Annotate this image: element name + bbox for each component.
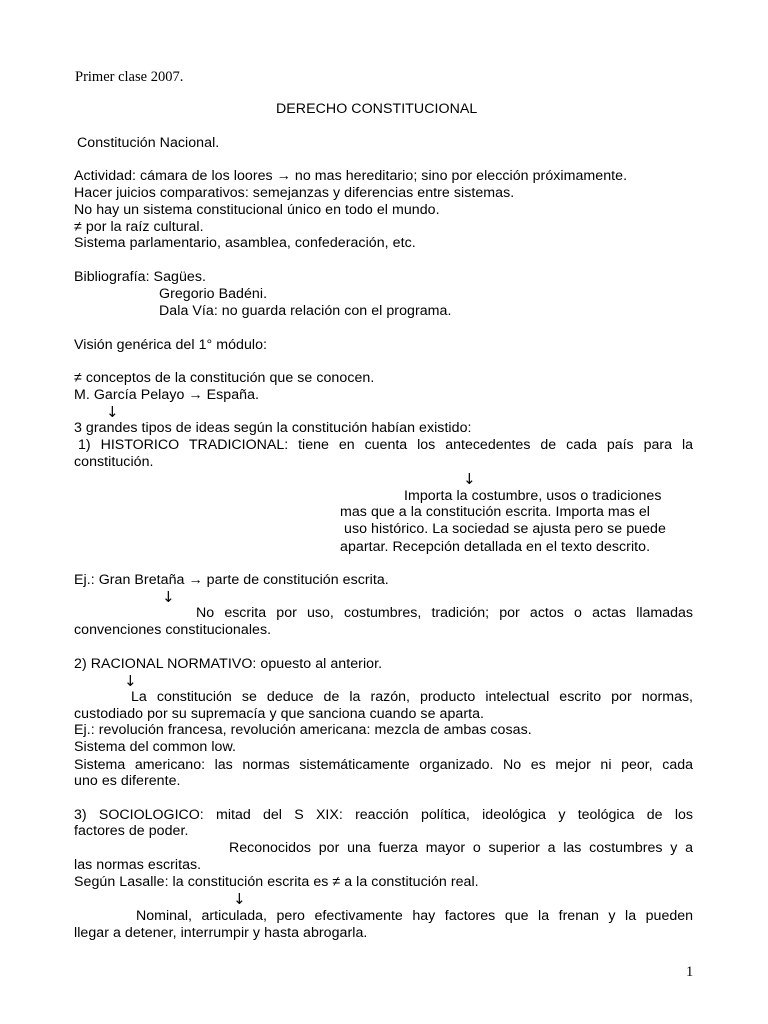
down-arrow-icon: ↓ bbox=[106, 403, 119, 421]
down-arrow-icon: ↓ bbox=[162, 588, 175, 606]
text-line: La constitución se deduce de la razón, producto intelectual escrito por normas, bbox=[131, 689, 693, 705]
text-line: Ej.: Gran Bretaña → parte de constitución escrita. bbox=[74, 572, 389, 588]
text-line: Nominal, articulada, pero efectivamente hay factores que la frenan y la pueden bbox=[136, 908, 693, 924]
text-line: Sistema del common low. bbox=[74, 739, 237, 755]
text-line: No hay un sistema constitucional único en todo el mundo. bbox=[74, 202, 440, 218]
section-heading: 3) SOCIOLOGICO: mitad del S XIX: reacción política, ideológica y teológica de los bbox=[74, 807, 693, 823]
text-line: Hacer juicios comparativos: semejanzas y diferencias entre sistemas. bbox=[74, 185, 515, 201]
text-line: Ej.: revolución francesa, revolución americana: mezcla de ambas cosas. bbox=[74, 722, 532, 738]
text-line: 3 grandes tipos de ideas según la constitución habían existido: bbox=[74, 420, 472, 436]
text-line: factores de poder. bbox=[74, 823, 189, 839]
page-title: DERECHO CONSTITUCIONAL bbox=[276, 101, 478, 117]
down-arrow-icon: ↓ bbox=[233, 890, 246, 908]
down-arrow-icon: ↓ bbox=[124, 672, 137, 690]
text-line: constitución. bbox=[74, 454, 154, 470]
text-line: ≠ por la raíz cultural. bbox=[74, 219, 204, 235]
text-line: Reconocidos por una fuerza mayor o superior a las costumbres y a bbox=[229, 840, 693, 856]
text-line: M. García Pelayo → España. bbox=[74, 387, 260, 403]
text-line: Según Lasalle: la constitución escrita es ≠ a la constitución real. bbox=[74, 874, 479, 890]
text-line: custodiado por su supremacía y que sanciona cuando se aparta. bbox=[74, 706, 485, 722]
down-arrow-icon: ↓ bbox=[463, 470, 476, 488]
note-line: mas que a la constitución escrita. Importa mas el bbox=[340, 504, 650, 520]
bibliography-item: Gregorio Badéni. bbox=[159, 286, 268, 302]
text-line: uno es diferente. bbox=[74, 773, 181, 789]
text-line: Visión genérica del 1° módulo: bbox=[74, 337, 268, 353]
note-line: apartar. Recepción detallada en el texto descrito. bbox=[340, 539, 651, 555]
text-line: ≠ conceptos de la constitución que se conocen. bbox=[74, 370, 375, 386]
header-text: Primer clase 2007. bbox=[75, 69, 184, 85]
text-line: 1) HISTORICO TRADICIONAL: tiene en cuenta los antecedentes de cada país para la bbox=[78, 437, 693, 453]
text-line: llegar a detener, interrumpir y hasta abrogarla. bbox=[74, 925, 368, 941]
text-line: Actividad: cámara de los loores → no mas hereditario; sino por elección próximamente. bbox=[74, 168, 628, 184]
text-line: las normas escritas. bbox=[74, 857, 202, 873]
note-line: No escrita por uso, costumbres, tradición; por actos o actas llamadas bbox=[196, 605, 693, 621]
note-line: Importa la costumbre, usos o tradiciones bbox=[404, 488, 662, 504]
section-heading: 2) RACIONAL NORMATIVO: opuesto al anterior. bbox=[74, 656, 383, 672]
text-line: Sistema americano: las normas sistemáticamente organizado. No es mejor ni peor, cada bbox=[74, 757, 693, 773]
note-line: uso histórico. La sociedad se ajusta pero se puede bbox=[344, 521, 666, 537]
note-line: convenciones constitucionales. bbox=[74, 622, 272, 638]
bibliography-item: Dala Vía: no guarda relación con el programa. bbox=[159, 303, 452, 319]
page-number: 1 bbox=[686, 964, 694, 980]
text-line: Sistema parlamentario, asamblea, confederación, etc. bbox=[74, 235, 416, 251]
bibliography-label: Bibliografía: Sagües. bbox=[74, 269, 206, 285]
section-title: Constitución Nacional. bbox=[77, 135, 220, 151]
